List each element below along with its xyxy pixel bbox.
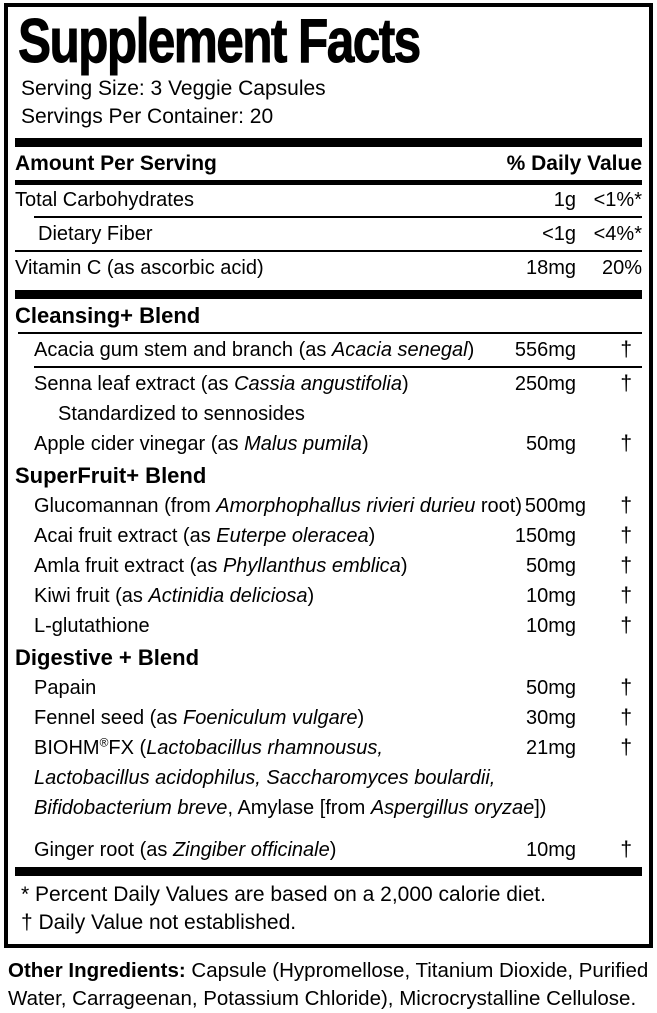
ingredient-name bbox=[15, 793, 546, 823]
thick-divider-bar bbox=[15, 290, 642, 299]
daily-value-dagger: † bbox=[620, 338, 632, 361]
ingredient-row bbox=[15, 399, 642, 429]
ingredient-name-latin: Amorphophallus rivieri durieu bbox=[216, 495, 476, 517]
ingredient-row bbox=[15, 611, 642, 641]
daily-value-dagger: † bbox=[620, 494, 632, 517]
ingredient-row bbox=[15, 551, 642, 581]
ingredient-name-latin: Actinidia deliciosa bbox=[148, 585, 308, 607]
ingredient-name-latin: Bifidobacterium breve bbox=[34, 797, 228, 819]
ingredient-name bbox=[15, 369, 498, 399]
ingredient-amount: 1g bbox=[553, 189, 576, 211]
ingredient-name-text: FX ( bbox=[108, 737, 147, 759]
ingredient-name-text: Ginger root (as bbox=[34, 839, 173, 861]
ingredient-name-text: Apple cider vinegar (as bbox=[34, 433, 245, 455]
blend-heading: SuperFruit+ Blend bbox=[15, 463, 207, 488]
ingredient-amount: 21mg bbox=[525, 737, 576, 759]
ingredient-name bbox=[15, 763, 498, 793]
other-ingredients-line1 bbox=[8, 959, 648, 982]
daily-value-dagger: † bbox=[620, 524, 632, 547]
footnote-percent-daily-values: * Percent Daily Values are based on a 2,000 calorie diet. bbox=[21, 883, 546, 906]
ingredient-name-text: Acai fruit extract (as bbox=[34, 525, 217, 547]
ingredient-name bbox=[15, 703, 498, 733]
ingredient-row bbox=[15, 763, 642, 793]
ingredient-name bbox=[15, 219, 498, 249]
ingredient-name bbox=[15, 733, 498, 763]
other-ingredients-line1-rest: Capsule (Hypromellose, Titanium Dioxide, Purified bbox=[185, 959, 649, 982]
ingredient-row bbox=[15, 219, 642, 249]
ingredient-amount: 150mg bbox=[514, 525, 576, 547]
daily-value-percent: 20% bbox=[601, 257, 642, 279]
ingredient-row bbox=[15, 581, 642, 611]
ingredient-row bbox=[15, 703, 642, 733]
ingredient-name-text: ) bbox=[401, 373, 409, 395]
ingredient-name-latin: Phyllanthus emblica bbox=[222, 555, 401, 577]
ingredient-amount: 50mg bbox=[525, 677, 576, 699]
registered-trademark-symbol: ® bbox=[99, 735, 109, 750]
ingredient-name bbox=[15, 835, 498, 865]
daily-value-dagger: † bbox=[620, 584, 632, 607]
ingredient-name-text: Papain bbox=[34, 677, 97, 699]
serving-size-line: Serving Size: 3 Veggie Capsules bbox=[21, 77, 326, 100]
ingredient-name-text: Glucomannan (from bbox=[34, 495, 217, 517]
ingredient-row bbox=[15, 369, 642, 399]
ingredient-name-latin: Foeniculum vulgare bbox=[182, 707, 358, 729]
ingredient-name-text: ) bbox=[357, 707, 365, 729]
ingredient-name bbox=[15, 253, 498, 283]
ingredient-name bbox=[15, 581, 498, 611]
rows-container bbox=[15, 185, 642, 876]
ingredient-amount: 50mg bbox=[525, 433, 576, 455]
ingredient-name-text: ) bbox=[361, 433, 369, 455]
ingredient-amount: 556mg bbox=[514, 339, 576, 361]
ingredient-name-text: Vitamin C (as ascorbic acid) bbox=[15, 257, 264, 279]
ingredient-row bbox=[15, 521, 642, 551]
ingredient-name-text: Total Carbohydrates bbox=[15, 189, 194, 211]
blend-heading: Cleansing+ Blend bbox=[15, 303, 201, 328]
daily-value-percent: <4%* bbox=[593, 223, 642, 245]
ingredient-name-latin: Lactobacillus acidophilus, Saccharomyces boulardii, bbox=[34, 767, 496, 789]
ingredient-name-text: L-glutathione bbox=[34, 615, 150, 637]
thin-separator-line bbox=[18, 332, 642, 334]
ingredient-name bbox=[15, 521, 498, 551]
ingredient-name-latin: Zingiber officinale bbox=[172, 839, 330, 861]
ingredient-name-text: , Amylase [from bbox=[227, 797, 371, 819]
ingredient-amount: 250mg bbox=[514, 373, 576, 395]
ingredient-name bbox=[15, 551, 498, 581]
ingredient-amount: <1g bbox=[542, 223, 576, 245]
ingredient-name-latin: Acacia senegal bbox=[331, 339, 468, 361]
panel-title: Supplement Facts bbox=[18, 7, 420, 76]
ingredient-row bbox=[15, 793, 642, 823]
ingredient-name-text: ) bbox=[368, 525, 376, 547]
ingredient-amount: 18mg bbox=[525, 257, 576, 279]
ingredient-name bbox=[15, 611, 498, 641]
ingredient-amount: 50mg bbox=[525, 555, 576, 577]
ingredient-name-latin: Aspergillus oryzae bbox=[370, 797, 535, 819]
ingredient-name-latin: Lactobacillus rhamnousus, bbox=[146, 737, 383, 759]
ingredient-amount: 30mg bbox=[525, 707, 576, 729]
ingredient-name-text: Fennel seed (as bbox=[34, 707, 183, 729]
ingredient-row bbox=[15, 491, 642, 521]
footnotes-block bbox=[15, 876, 642, 939]
ingredient-amount: 10mg bbox=[525, 585, 576, 607]
footnote-daily-value-not-established: † Daily Value not established. bbox=[21, 911, 297, 934]
daily-value-dagger: † bbox=[620, 554, 632, 577]
ingredient-name-text: Kiwi fruit (as bbox=[34, 585, 149, 607]
ingredient-name-text: Standardized to sennosides bbox=[58, 403, 305, 425]
daily-value-dagger: † bbox=[620, 736, 632, 759]
ingredient-row bbox=[15, 733, 642, 763]
other-ingredients-paragraph bbox=[8, 957, 653, 1013]
thin-separator-line bbox=[34, 366, 642, 368]
daily-value-dagger: † bbox=[620, 838, 632, 861]
ingredient-name-text: root) bbox=[475, 495, 522, 517]
thin-separator-line bbox=[15, 250, 642, 252]
ingredient-row bbox=[15, 185, 642, 215]
ingredient-name bbox=[15, 673, 498, 703]
daily-value-percent: <1%* bbox=[593, 189, 642, 211]
ingredient-amount: 10mg bbox=[525, 615, 576, 637]
ingredient-name-latin: Euterpe oleracea bbox=[216, 525, 369, 547]
ingredient-name bbox=[15, 491, 522, 521]
supplement-label-image bbox=[0, 3, 657, 1010]
thick-divider-bar bbox=[15, 138, 642, 147]
ingredient-name-text: BIOHM bbox=[34, 737, 100, 759]
ingredient-name-text: Senna leaf extract (as bbox=[34, 373, 235, 395]
blend-heading: Digestive + Blend bbox=[15, 645, 200, 670]
ingredient-name-text: ) bbox=[400, 555, 408, 577]
ingredient-amount: 10mg bbox=[525, 839, 576, 861]
ingredient-row bbox=[15, 335, 642, 365]
ingredient-name bbox=[15, 399, 498, 429]
ingredient-row bbox=[15, 429, 642, 459]
daily-value-dagger: † bbox=[620, 432, 632, 455]
ingredient-name-text: Amla fruit extract (as bbox=[34, 555, 223, 577]
ingredient-name-latin: Malus pumila bbox=[244, 433, 362, 455]
ingredient-row bbox=[15, 673, 642, 703]
ingredient-name bbox=[15, 429, 498, 459]
ingredient-row bbox=[15, 253, 642, 283]
daily-value-header: % Daily Value bbox=[506, 152, 642, 175]
daily-value-dagger: † bbox=[620, 706, 632, 729]
ingredient-name-text: ) bbox=[467, 339, 475, 361]
supplement-facts-panel bbox=[4, 3, 653, 948]
servings-per-container-line: Servings Per Container: 20 bbox=[21, 105, 274, 128]
ingredient-name-latin: Cassia angustifolia bbox=[234, 373, 402, 395]
daily-value-dagger: † bbox=[620, 614, 632, 637]
thick-divider-bar bbox=[15, 867, 642, 876]
ingredient-name-text: ) bbox=[307, 585, 315, 607]
amount-per-serving-header: Amount Per Serving bbox=[15, 152, 217, 175]
other-ingredients-label: Other Ingredients: bbox=[8, 959, 186, 982]
ingredient-name bbox=[15, 185, 498, 215]
column-header-row bbox=[15, 147, 642, 180]
ingredient-row bbox=[15, 835, 642, 865]
thin-separator-line bbox=[34, 216, 642, 218]
ingredient-name bbox=[15, 335, 498, 365]
ingredient-name-text: Dietary Fiber bbox=[38, 223, 153, 245]
ingredient-name-text: Acacia gum stem and branch (as bbox=[34, 339, 332, 361]
ingredient-amount: 500mg bbox=[524, 495, 587, 517]
daily-value-dagger: † bbox=[620, 676, 632, 699]
daily-value-dagger: † bbox=[620, 372, 632, 395]
ingredient-name-text: ]) bbox=[534, 797, 547, 819]
other-ingredients-line2: Water, Carrageenan, Potassium Chloride), Microcrystalline Cellulose. bbox=[8, 987, 637, 1010]
ingredient-name-text: ) bbox=[329, 839, 337, 861]
